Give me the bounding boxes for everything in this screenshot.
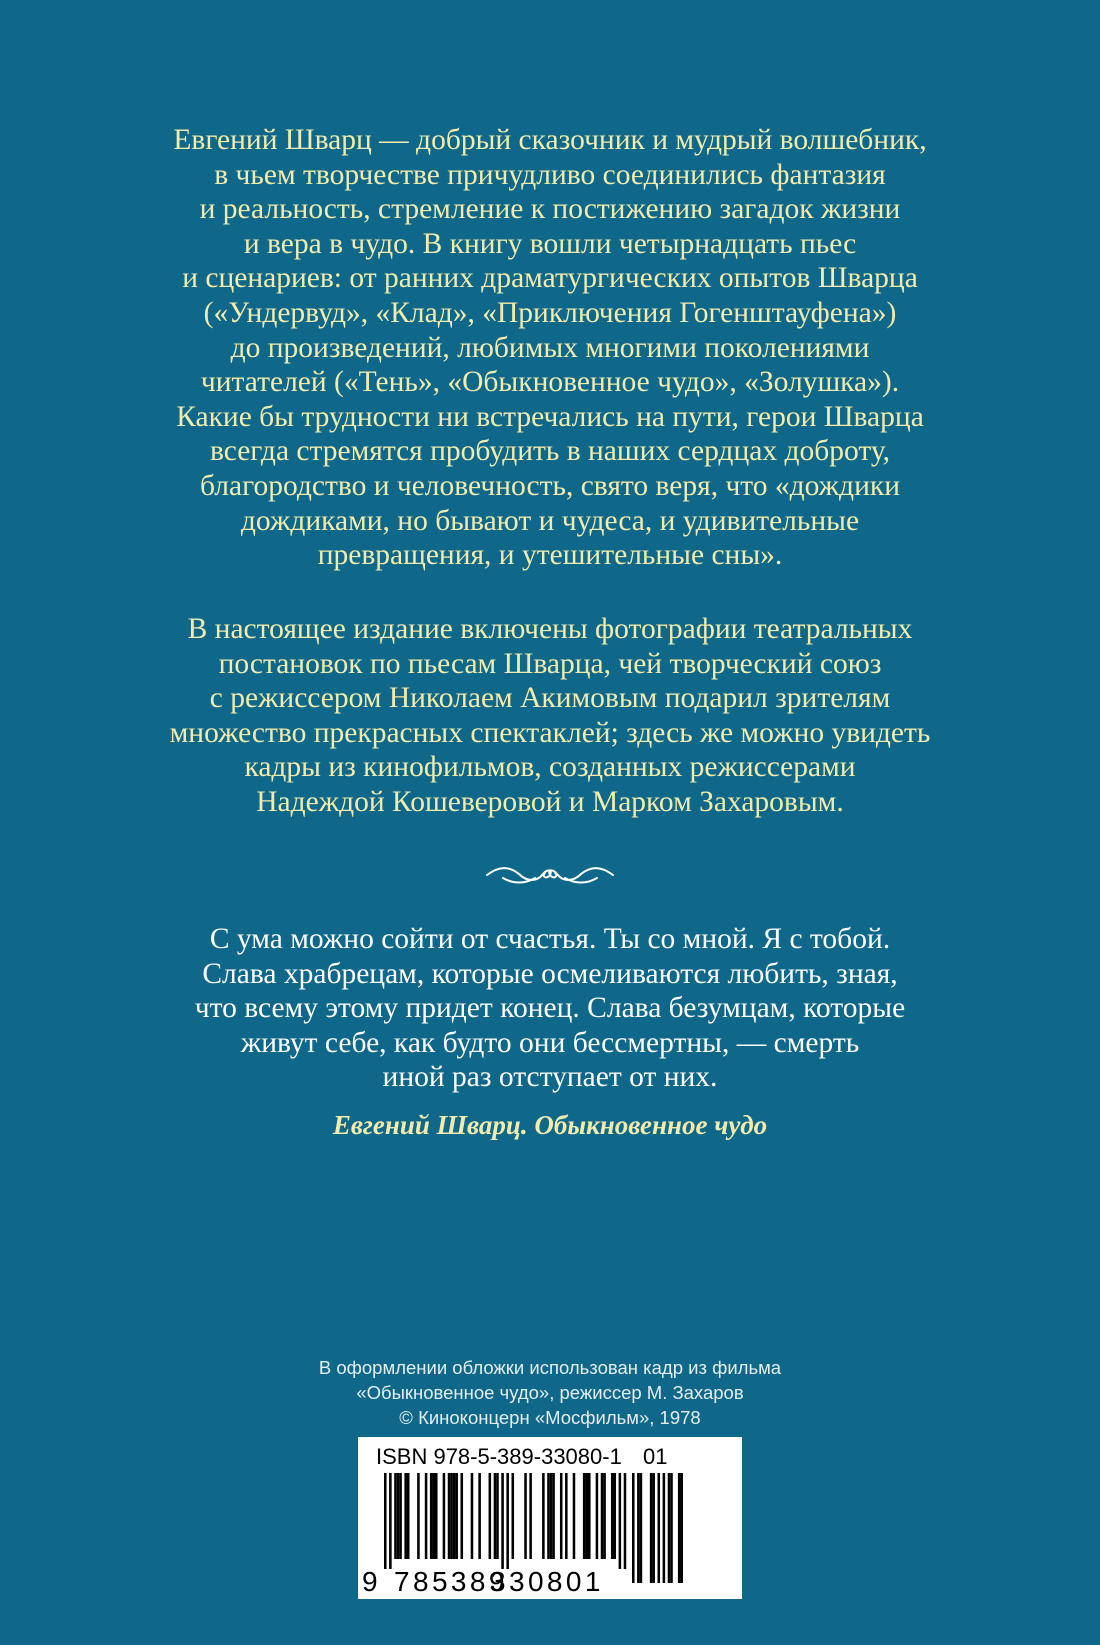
credits-line: «Обыкновенное чудо», режиссер М. Захаров <box>356 1382 744 1403</box>
addon-bar <box>640 1473 643 1583</box>
barcode-bar <box>560 1473 563 1559</box>
barcode-bar <box>471 1473 474 1559</box>
addon-bar <box>637 1473 640 1583</box>
barcode-bar <box>603 1473 606 1559</box>
edition-note-line: множество прекрасных спектаклей; здесь же можно увидеть <box>169 716 931 749</box>
barcode-bar <box>435 1473 438 1559</box>
description-line: и вера в чудо. В книгу вошли четырнадцать пьес <box>243 227 857 260</box>
ornament-divider-icon <box>485 862 615 888</box>
credits-line: В оформлении обложки использован кадр из фильма <box>318 1357 782 1378</box>
barcode-bar <box>524 1473 527 1559</box>
edition-note-line: кадры из кинофильмов, созданных режиссерами <box>244 751 856 784</box>
cover-credits <box>0 1355 1100 1430</box>
addon-bar <box>632 1473 635 1583</box>
barcode-bar <box>455 1473 458 1559</box>
barcode-bar <box>478 1473 481 1559</box>
barcode-bar <box>453 1473 456 1559</box>
addon-bar <box>670 1473 673 1583</box>
isbn-barcode <box>358 1437 742 1599</box>
addon-bar <box>652 1473 655 1583</box>
addon-bar <box>668 1473 671 1583</box>
description-line: благородство и человечность, свято веря, что «дождики <box>200 469 900 502</box>
barcode-bar <box>399 1473 402 1559</box>
edition-note-line: Надеждой Кошеверовой и Марком Захаровым. <box>256 785 844 818</box>
barcode-bar <box>506 1473 509 1569</box>
edition-note-line: В настоящее издание включены фотографии театральных <box>187 613 913 645</box>
edition-note-line: постановок по пьесам Шварца, чей творческий союз <box>218 647 882 680</box>
description-line: в чьем творчестве причудливо соединились фантазия <box>214 158 886 191</box>
barcode-bar <box>430 1473 433 1559</box>
barcode-bar <box>489 1473 492 1559</box>
description-line: до произведений, любимых многими поколениями <box>230 331 870 364</box>
quote-block <box>0 922 1100 1095</box>
barcode-bar <box>596 1473 599 1559</box>
quote-line: иной раз отступает от них. <box>382 1061 718 1094</box>
barcode-bar <box>407 1473 410 1559</box>
barcode-bar <box>588 1473 591 1559</box>
addon-barcode-bars <box>632 1473 683 1583</box>
barcode-bar <box>494 1473 497 1559</box>
description-line: и сценариев: от ранних драматургических опытов Шварца <box>182 262 918 295</box>
barcode-bar <box>529 1473 532 1559</box>
barcode-bar <box>542 1473 545 1559</box>
barcode-bar <box>501 1473 504 1569</box>
addon-bar <box>650 1473 653 1583</box>
credits-line: © Киноконцерн «Мосфильм», 1978 <box>399 1407 701 1428</box>
addon-bar <box>663 1473 666 1583</box>
barcode-bar <box>496 1473 499 1559</box>
barcode-bar <box>432 1473 435 1559</box>
barcode-bar <box>448 1473 451 1559</box>
edition-note-paragraph <box>0 612 1100 820</box>
description-line: всегда стремятся пробудить в наших сердцах доброту, <box>210 435 890 468</box>
barcode-left-digits: 785389 <box>394 1566 508 1597</box>
barcode-right-digits: 330801 <box>490 1566 604 1597</box>
description-line: Какие бы трудности ни встречались на пути, герои Шварца <box>176 400 924 433</box>
barcode-bar <box>624 1473 627 1569</box>
barcode-bars <box>384 1473 626 1569</box>
barcode-bar <box>547 1473 550 1559</box>
quote-attribution: Евгений Шварц. Обыкновенное чудо <box>332 1110 768 1140</box>
edition-note-line: с режиссером Николаем Акимовым подарил зрителям <box>209 682 891 715</box>
barcode-bar <box>611 1473 614 1559</box>
barcode-first-digit: 9 <box>362 1566 378 1597</box>
barcode-bar <box>404 1473 407 1559</box>
description-line: превращения, и утешительные сны». <box>317 539 783 572</box>
quote-line: С ума можно сойти от счастья. Ты со мной. Я с тобой. <box>209 923 891 955</box>
description-line: читателей («Тень», «Обыкновенное чудо», «Золушка»). <box>200 366 900 399</box>
barcode-bar <box>425 1473 428 1559</box>
barcode-bar <box>394 1473 397 1559</box>
isbn-label: ISBN 978-5-389-33080-1 <box>376 1444 622 1469</box>
description-paragraph <box>0 123 1100 573</box>
barcode-bar <box>461 1473 464 1559</box>
description-line: дождиками, но бывают и чудеса, и удивительные <box>240 504 860 537</box>
quote-line: живут себе, как будто они бессмертны, — смерть <box>240 1026 860 1059</box>
quote-line: Слава храбрецам, которые осмеливаются любить, зная, <box>202 957 898 990</box>
quote-line: что всему этому придет конец. Слава безумцам, которые <box>194 992 906 1025</box>
barcode-bar <box>601 1473 604 1559</box>
barcode-bar <box>397 1473 400 1559</box>
addon-bar <box>658 1473 661 1583</box>
barcode-bar <box>389 1473 392 1569</box>
barcode-bar <box>573 1473 576 1559</box>
barcode-bar <box>619 1473 622 1569</box>
barcode-bar <box>550 1473 553 1559</box>
barcode-bar <box>583 1473 586 1559</box>
barcode-bar <box>417 1473 420 1559</box>
barcode-bar <box>585 1473 588 1559</box>
addon-label: 01 <box>643 1444 668 1469</box>
addon-bar <box>680 1473 683 1583</box>
barcode-bar <box>565 1473 568 1559</box>
barcode-bar <box>614 1473 617 1559</box>
barcode-bar <box>512 1473 515 1559</box>
barcode-bar <box>443 1473 446 1559</box>
barcode-bar <box>552 1473 555 1559</box>
addon-bar <box>678 1473 681 1583</box>
description-line: и реальность, стремление к постижению загадок жизни <box>199 193 901 226</box>
barcode-bar <box>450 1473 453 1559</box>
barcode-bar <box>384 1473 387 1569</box>
description-line: Евгений Шварц — добрый сказочник и мудрый волшебник, <box>173 124 927 156</box>
description-line: («Ундервуд», «Клад», «Приключения Гогенштауфена») <box>203 296 897 329</box>
